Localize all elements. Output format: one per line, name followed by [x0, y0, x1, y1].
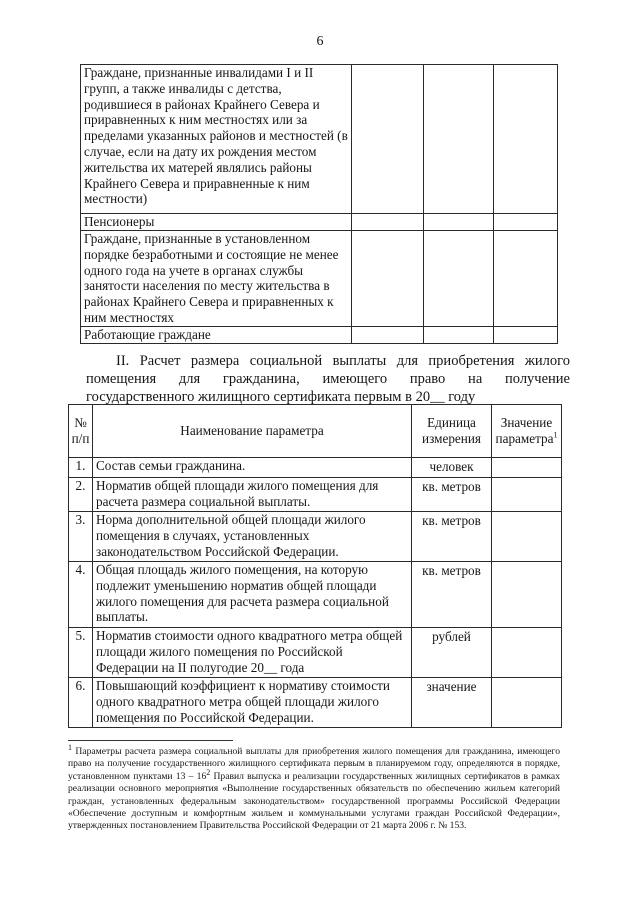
empty-cell: [494, 231, 558, 327]
parameter-value: [492, 628, 562, 678]
empty-cell: [424, 326, 494, 343]
empty-cell: [352, 214, 424, 231]
footnote-divider: [68, 740, 233, 741]
empty-cell: [424, 214, 494, 231]
table-header-row: [69, 405, 562, 458]
parameters-table: [68, 404, 562, 728]
parameter-value: [492, 478, 562, 512]
parameter-unit: кв. метров: [412, 478, 492, 512]
empty-cell: [494, 65, 558, 214]
parameter-name: Состав семьи гражданина.: [93, 458, 412, 478]
footnote: [68, 742, 560, 833]
parameter-unit: кв. метров: [412, 562, 492, 628]
empty-cell: [494, 326, 558, 343]
parameter-unit: рублей: [412, 628, 492, 678]
table-row: [69, 512, 562, 562]
header-value-label: Значение параметра: [495, 415, 554, 446]
row-number: 5.: [69, 628, 93, 678]
parameter-name: Норма дополнительной общей площади жилого помещения в случаях, установленных законодательством Российской Федерации.: [93, 512, 412, 562]
table-row: [69, 678, 562, 728]
section-title-line: помещения для гражданина, имеющего право на получение: [86, 371, 570, 387]
parameter-name: Общая площадь жилого помещения, на которую подлежит уменьшению норматив общей площади жилого помещения для расчета размера социальной выплаты.: [93, 562, 412, 628]
parameter-value: [492, 678, 562, 728]
footnote-reference: 2: [206, 767, 211, 777]
parameter-value: [492, 512, 562, 562]
table-row: [69, 478, 562, 512]
row-number: 2.: [69, 478, 93, 512]
category-cell: Работающие граждане: [81, 326, 352, 343]
footnote-text: Параметры расчета размера социальной выплаты для приобретения жилого помещения для гражданина, имеющего право на получение государственного жилищного сертификата первым в планируемом году, определяются в порядке, установленном пунктами 13 – 16: [68, 746, 560, 782]
table-row: [69, 562, 562, 628]
empty-cell: [352, 326, 424, 343]
footnote-marker: 1: [553, 430, 558, 440]
section-title: [86, 352, 570, 406]
parameter-unit: кв. метров: [412, 512, 492, 562]
empty-cell: [352, 231, 424, 327]
table-row: [69, 628, 562, 678]
parameter-unit: человек: [412, 458, 492, 478]
parameter-value: [492, 562, 562, 628]
row-number: 4.: [69, 562, 93, 628]
header-unit: Единица измерения: [412, 405, 492, 458]
section-title-line: II. Расчет размера социальной выплаты для приобретения жилого: [116, 353, 570, 369]
category-cell: Граждане, признанные инвалидами I и II групп, а также инвалиды с детства, родившиеся в районах Крайнего Севера и приравненных к ним местностях или за пределами указанных районов и местностей (в случае, если на дату их рождения местом жительства их матерей являлись районы Крайнего Севера и приравненные к ним местности): [81, 65, 352, 214]
header-parameter-name: Наименование параметра: [93, 405, 412, 458]
header-number: № п/п: [69, 405, 93, 458]
parameter-name: Норматив общей площади жилого помещения для расчета размера социальной выплаты.: [93, 478, 412, 512]
category-cell: Пенсионеры: [81, 214, 352, 231]
parameter-value: [492, 458, 562, 478]
footnote-text-continued: Правил выпуска и реализации государственных жилищных сертификатов в рамках реализации основного мероприятия «Выполнение государственных обязательств по обеспечению жильем категорий граждан, установленных федеральным законодательством» государственной программы Российской Федерации «Обеспечение доступным и комфортным жильем и коммунальными услугами граждан Российской Федерации», утвержденных постановлением Правительства Российской Федерации от 21 марта 2006 г. № 153.: [68, 770, 560, 832]
table-row: [69, 458, 562, 478]
table-row: [81, 214, 558, 231]
parameter-name: Повышающий коэффициент к нормативу стоимости одного квадратного метра общей площади жилого помещения по Российской Федерации.: [93, 678, 412, 728]
table-row: [81, 231, 558, 327]
row-number: 3.: [69, 512, 93, 562]
parameter-name: Норматив стоимости одного квадратного метра общей площади жилого помещения по Российской Федерации на II полугодие 20__ года: [93, 628, 412, 678]
parameter-unit: значение: [412, 678, 492, 728]
empty-cell: [494, 214, 558, 231]
recipient-category-table: [80, 64, 558, 344]
page-number: 6: [316, 34, 324, 49]
table-row: [81, 326, 558, 343]
empty-cell: [424, 65, 494, 214]
row-number: 1.: [69, 458, 93, 478]
table-row: [81, 65, 558, 214]
empty-cell: [424, 231, 494, 327]
category-cell: Граждане, признанные в установленном порядке безработными и состоящие не менее одного года на учете в органах службы занятости населения по месту жительства в районах Крайнего Севера и приравненных к ним местностях: [81, 231, 352, 327]
section-title-line: государственного жилищного сертификата первым в 20__ году: [86, 389, 476, 405]
footnote-mark: 1: [68, 742, 72, 752]
header-value: [492, 405, 562, 458]
row-number: 6.: [69, 678, 93, 728]
empty-cell: [352, 65, 424, 214]
